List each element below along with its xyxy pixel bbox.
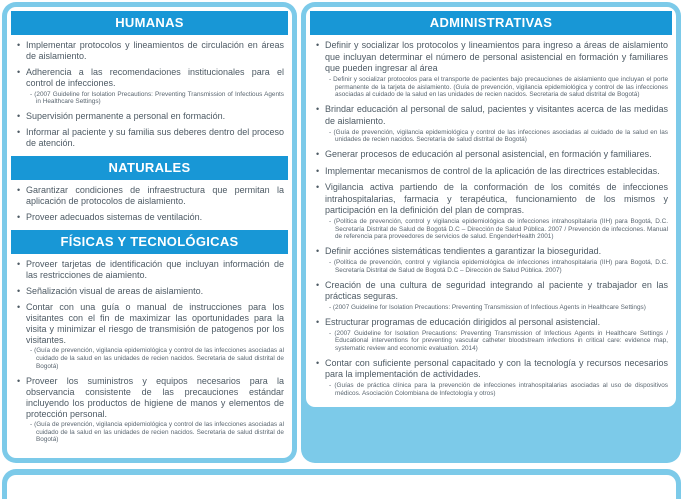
section-header: FÍSICAS Y TECNOLÓGICAS <box>11 230 288 254</box>
list-item <box>316 317 668 353</box>
item-text: Contar con una guía o manual de instrucciones para los visitantes con el fin de maximizar las oportunidades para la visita y minimizar el riesgo de transmisión de patogenos por los visitantes. <box>26 301 284 345</box>
item-source-note: - (Política de prevención, control y vigilancia epidemiológica de infecciones intrahospitalaria (IIH) para Bogotá, D.C. Secretaría Distrital de Salud de Bogotá D.C – Dirección de Salud Pública. 2007) <box>329 259 668 274</box>
section <box>309 11 673 398</box>
item-text: Creación de una cultura de seguridad integrando al paciente y trabajador en las prácticas seguras. <box>325 279 668 302</box>
panel-right-content <box>306 7 676 407</box>
item-source-note: - (2007 Guideline for Isolation Precautions: Preventing Transmission of Infectious Agents in Healthcare Settings / Educational interventions for preventing vascular catheter bloodstream infections in critical care: evidence map, systematic review and economic evaluation. 2014) <box>329 329 668 353</box>
section <box>10 230 289 444</box>
list-item <box>316 149 668 161</box>
item-text: Estructurar programas de educación dirigidos al personal asistencial. <box>325 316 601 327</box>
item-text: Definir y socializar los protocolos y lineamientos para ingreso a áreas de aislamiento que incluyan determinar el número de personal asistencial en formación y familiares que pueden ingresar al área <box>325 40 668 73</box>
item-text: Brindar educación al personal de salud, pacientes y visitantes acerca de las medidas de aislamiento. <box>325 104 668 126</box>
item-source-note: - (2007 Guideline for Isolation Precautions: Preventing Transmission of Infectious Agents in Healthcare Settings) <box>30 90 284 106</box>
bullet-icon: • <box>316 149 320 160</box>
item-text: Generar procesos de educación al personal asistencial, en formación y familiares. <box>325 149 652 160</box>
list-item <box>316 166 668 178</box>
bullet-icon: • <box>17 126 21 137</box>
item-text: Contar con suficiente personal capacitado y con la tecnología y recursos necesarios para la implementación de actividades. <box>325 357 668 380</box>
list-item <box>17 67 284 106</box>
item-source-note: - (Guía de prevención, vigilancia epidemiológica y control de las infecciones asociadas al cuidado de la salud en las unidades de recien nacidos. Secretaria de salud distrital de Bogotá) <box>30 421 284 444</box>
item-text: Proveer los suministros y equipos necesarios para la observancia consistente de las precauciones estándar incluyendo los productos de higiene de manos y elementos de protección personal. <box>26 375 284 419</box>
section <box>10 11 289 149</box>
bullet-icon: • <box>17 375 21 386</box>
list-item <box>17 259 284 281</box>
list-item <box>316 358 668 398</box>
panel-humanas-naturales-fisicas <box>2 2 297 463</box>
bullet-icon: • <box>17 211 21 222</box>
list-item <box>17 40 284 62</box>
list-item <box>17 212 284 223</box>
bullet-icon: • <box>316 279 320 290</box>
item-list <box>10 185 289 223</box>
bullet-icon: • <box>316 316 320 327</box>
bullet-icon: • <box>316 357 320 368</box>
item-text: Implementar protocolos y lineamientos de circulación en áreas de aislamiento. <box>26 40 284 61</box>
item-text: Implementar mecanismos de control de la aplicación de las directrices establecidas. <box>325 165 660 176</box>
panel-administrativas <box>301 2 681 463</box>
item-text: Proveer tarjetas de identificación que incluyan información de las restricciones de aiamiento. <box>26 258 284 280</box>
item-text: Informar al paciente y su familia sus deberes dentro del proceso de atención. <box>26 126 284 148</box>
item-text: Adherencia a las recomendaciones institucionales para el control de infecciones. <box>26 67 284 88</box>
list-item <box>316 104 668 144</box>
bullet-icon: • <box>316 165 320 176</box>
bullet-icon: • <box>17 40 21 50</box>
item-source-note: - (Guías de práctica clínica para la prevención de infecciones intrahospitalarias asociadas al uso de dispositivos médicos. Asociación Colombiana de Infectología y otros) <box>329 382 668 398</box>
bullet-icon: • <box>17 301 21 312</box>
bullet-icon: • <box>17 67 21 77</box>
list-item <box>17 302 284 371</box>
list-item <box>316 246 668 274</box>
item-text: Garantizar condiciones de infraestructura que permitan la aplicación de protocolos de aislamiento. <box>26 184 284 206</box>
item-source-note: - (Política de prevención, control y vigilancia epidemiológica de infecciones intrahospitalaria (IIH) para Bogotá, D.C. Secretaría Distrital de Salud de Bogotá D.C – Dirección de Salud Pública. 2007 / Prevención de infecciones. Manual de referencia para proveedores de servicios de salud. EngenderHealth 2001) <box>329 218 668 241</box>
item-text: Vigilancia activa partiendo de la conformación de los comités de infecciones intrahospitalarias, farmacia y terapéutica, funcionamiento de los mismos y participación en la definición del plan de compras. <box>325 182 668 216</box>
item-source-note: - Definir y socializar protocolos para el transporte de pacientes bajo precauciones de aislamiento que incluyan el porte permanente de la tarjeta de aislamiento. (Guía de prevención, vigilancia epidemiológica y control de las infecciones asociadas al cuidado de la salud en las unidades de recien nacidos. Secretaria de salud distrital de Bogotá) <box>329 76 668 99</box>
section-header: HUMANAS <box>11 11 288 35</box>
item-source-note: - (Guía de prevención, vigilancia epidemiológica y control de las infecciones asociadas al cuidado de la salud en las unidades de recien nacidos. Secretaria de salud distrital de Bogotá) <box>30 347 284 370</box>
bullet-icon: • <box>17 184 21 195</box>
item-source-note: - (Guía de prevención, vigilancia epidemiológica y control de las infecciones asociadas al cuidado de la salud en las unidades de recien nacidos. Secretaría de salud distrital de Bogotá) <box>329 128 668 144</box>
list-item <box>316 182 668 241</box>
bullet-icon: • <box>17 285 21 296</box>
item-list <box>10 259 289 444</box>
list-item <box>316 280 668 312</box>
item-text: Señalización visual de areas de aislamiento. <box>26 285 204 296</box>
bullet-icon: • <box>316 104 320 115</box>
item-source-note: - (2007 Guideline for Isolation Precautions: Preventing Transmission of Infectious Agents in Healthcare Settings) <box>329 304 646 312</box>
section <box>10 156 289 223</box>
section-header: ADMINISTRATIVAS <box>310 11 672 35</box>
item-list <box>309 40 673 398</box>
list-item <box>17 111 284 122</box>
list-item <box>17 127 284 149</box>
list-item <box>316 40 668 99</box>
item-text: Proveer adecuados sistemas de ventilación. <box>26 211 203 222</box>
list-item <box>17 185 284 207</box>
list-item <box>17 286 284 297</box>
item-text: Supervisión permanente a personal en formación. <box>26 110 226 121</box>
item-list <box>10 40 289 149</box>
panel-left-content <box>7 7 292 458</box>
bullet-icon: • <box>17 110 21 121</box>
bullet-icon: • <box>17 258 21 269</box>
bullet-icon: • <box>316 246 320 257</box>
next-panel-inner <box>7 475 676 499</box>
next-panel-top-edge <box>2 469 681 499</box>
list-item <box>17 376 284 445</box>
section-header: NATURALES <box>11 156 288 180</box>
item-text: Definir acciónes sistemáticas tendientes a garantizar la bioseguridad. <box>325 246 602 257</box>
bullet-icon: • <box>316 40 320 50</box>
bullet-icon: • <box>316 182 320 193</box>
